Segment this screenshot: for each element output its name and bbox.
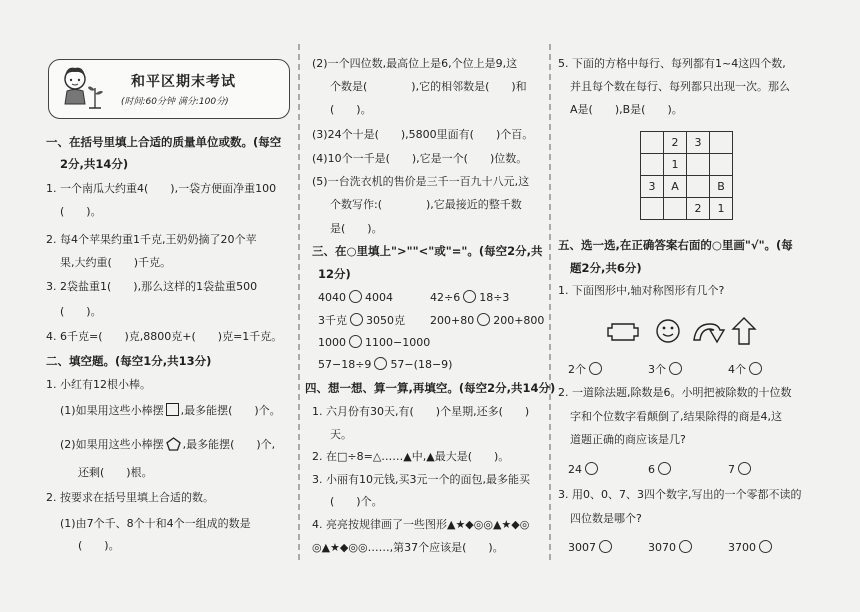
answer-circle[interactable] — [585, 462, 598, 475]
s5-q2-option-3 — [728, 462, 754, 477]
s5-q2-option-1 — [568, 462, 601, 477]
option-label: 3700 — [728, 541, 756, 554]
answer-circle[interactable] — [463, 290, 476, 303]
compare-3 — [318, 313, 405, 328]
m-question-2-cont: 个数是( ),它的相邻数是( )和 — [330, 80, 527, 93]
grid-cell: 3 — [687, 132, 710, 154]
smiley-face-icon — [655, 318, 681, 344]
s4-question-1: 1. 六月份有30天,有( )个星期,还多( ) — [312, 405, 530, 418]
s5-q2-option-2 — [648, 462, 674, 477]
s2-q1-1-prefix: (1)如果用这些小棒摆 — [60, 404, 164, 417]
section1-title: 一、在括号里填上合适的质量单位或数。(每空 — [46, 135, 282, 149]
m-question-3: (3)24个十是( ),5800里面有( )个百。 — [312, 128, 534, 141]
compare-6-right: 57−(18−9) — [390, 358, 453, 371]
s2-question-1-2 — [60, 437, 275, 452]
grid-cell — [687, 154, 710, 176]
compare-2-right: 18÷3 — [479, 291, 510, 304]
column-divider-left — [298, 44, 300, 560]
grid-row — [641, 176, 733, 198]
m-question-5: (5)一台洗衣机的售价是三千一百九十八元,这 — [312, 175, 530, 188]
s2-question-1-1 — [60, 403, 281, 418]
exam-header — [48, 59, 290, 119]
s5-q3-option-3 — [728, 540, 775, 555]
exam-subtitle: (时间:60分钟 满分:100分) — [121, 97, 229, 107]
compare-6-left: 57−18÷9 — [318, 358, 372, 371]
m-question-2: (2)一个四位数,最高位上是6,个位上是9,这 — [312, 57, 518, 70]
s2-question-2-1: (1)由7个千、8个十和4个一组成的数是 — [60, 517, 251, 530]
section2-title: 二、填空题。(每空1分,共13分) — [46, 354, 212, 368]
s2-question-1-2-cont: 还剩( )根。 — [78, 466, 153, 479]
s5-question-1: 1. 下面图形中,轴对称图形有几个? — [558, 284, 725, 297]
s2-q1-2-suffix: ,最多能摆( )个, — [182, 438, 276, 451]
s2-q1-2-prefix: (2)如果用这些小棒摆 — [60, 438, 164, 451]
compare-3-right: 3050克 — [366, 314, 405, 327]
answer-circle[interactable] — [679, 540, 692, 553]
s4-question-2: 2. 在□÷8=△……▲中,▲最大是( )。 — [312, 450, 510, 463]
s2-question-2-1-cont: ( )。 — [78, 539, 120, 552]
compare-5 — [318, 335, 430, 350]
section3-title-cont: 12分) — [318, 267, 351, 281]
grid-cell — [641, 154, 664, 176]
section5-title: 五、选一选,在正确答案右面的○里画"√"。(每 — [558, 238, 793, 252]
grid-cell: 3 — [641, 176, 664, 198]
s1-question-4: 4. 6千克=( )克,8800克+( )克=1千克。 — [46, 330, 283, 343]
s1-question-3: 3. 2袋盐重1( ),那么这样的1袋盐重500 — [46, 280, 258, 293]
section1-title-cont: 2分,共14分) — [60, 157, 129, 171]
grid-cell: A — [664, 176, 687, 198]
r-question-5-cont2: A是( ),B是( )。 — [570, 103, 683, 116]
curved-arrow-icon — [690, 318, 726, 346]
option-label: 3070 — [648, 541, 676, 554]
s4-question-3-cont: ( )个。 — [330, 495, 383, 508]
s2-question-2: 2. 按要求在括号里填上合适的数。 — [46, 491, 214, 504]
student-illustration-icon — [55, 64, 107, 114]
grid-cell — [641, 132, 664, 154]
answer-circle[interactable] — [477, 313, 490, 326]
s5-q3-option-1 — [568, 540, 615, 555]
answer-circle[interactable] — [350, 313, 363, 326]
s5-question-2: 2. 一道除法题,除数是6。小明把被除数的十位数 — [558, 386, 792, 399]
s1-question-1-cont: ( )。 — [60, 205, 102, 218]
answer-circle[interactable] — [759, 540, 772, 553]
s1-question-3-cont: ( )。 — [60, 305, 102, 318]
answer-circle[interactable] — [349, 290, 362, 303]
compare-1-left: 4040 — [318, 291, 346, 304]
section5-title-cont: 题2分,共6分) — [570, 261, 642, 275]
compare-6 — [318, 357, 452, 372]
option-label: 3个 — [648, 363, 666, 376]
option-label: 6 — [648, 463, 655, 476]
grid-cell: 1 — [710, 198, 733, 220]
square-icon — [166, 403, 179, 416]
s5-question-2-cont2: 道题正确的商应该是几? — [570, 433, 686, 446]
exam-title: 和平区期末考试 — [131, 74, 236, 90]
answer-circle[interactable] — [589, 362, 602, 375]
grid-row — [641, 154, 733, 176]
compare-1 — [318, 290, 393, 305]
option-label: 3007 — [568, 541, 596, 554]
s4-question-4-cont: ◎▲★◆◎◎……,第37个应该是( )。 — [312, 541, 504, 554]
s4-question-3: 3. 小丽有10元钱,买3元一个的面包,最多能买 — [312, 473, 530, 486]
s1-question-2-cont: 果,大约重( )千克。 — [60, 256, 172, 269]
compare-4-right: 200+800 — [493, 314, 545, 327]
option-label: 4个 — [728, 363, 746, 376]
answer-circle[interactable] — [658, 462, 671, 475]
up-arrow-icon — [731, 316, 757, 346]
grid-cell — [710, 132, 733, 154]
pentagon-icon — [166, 437, 181, 451]
s4-question-1-cont: 天。 — [330, 428, 352, 441]
column-divider-right — [549, 44, 551, 560]
s2-q1-1-suffix: ,最多能摆( )个。 — [180, 404, 281, 417]
bracket-shape-icon — [606, 320, 640, 344]
answer-circle[interactable] — [738, 462, 751, 475]
m-question-4: (4)10个一千是( ),它是一个( )位数。 — [312, 152, 528, 165]
compare-4-left: 200+80 — [430, 314, 475, 327]
compare-1-right: 4004 — [365, 291, 393, 304]
compare-4 — [430, 313, 544, 328]
m-question-2-cont2: ( )。 — [330, 103, 372, 116]
grid-row — [641, 198, 733, 220]
compare-3-left: 3千克 — [318, 314, 347, 327]
grid-cell — [710, 154, 733, 176]
compare-5-right: 1100−1000 — [365, 336, 431, 349]
compare-2 — [430, 290, 509, 305]
answer-circle[interactable] — [749, 362, 762, 375]
answer-circle[interactable] — [374, 357, 387, 370]
section4-title: 四、想一想、算一算,再填空。(每空2分,共14分) — [305, 381, 556, 395]
answer-circle[interactable] — [669, 362, 682, 375]
grid-cell: 2 — [687, 198, 710, 220]
option-label: 7 — [728, 463, 735, 476]
s5-q1-options — [568, 362, 605, 377]
compare-5-left: 1000 — [318, 336, 346, 349]
s1-question-2: 2. 每4个苹果约重1千克,王奶奶摘了20个苹 — [46, 233, 257, 246]
option-label: 2个 — [568, 363, 586, 376]
grid-cell — [664, 198, 687, 220]
s5-question-2-cont: 字和个位数字看颠倒了,结果除得的商是4,这 — [570, 410, 782, 423]
grid-cell — [641, 198, 664, 220]
s5-q3-option-2 — [648, 540, 695, 555]
grid-cell: B — [710, 176, 733, 198]
r-question-5-cont: 并且每个数在每行、每列都只出现一次。那么 — [570, 80, 790, 93]
m-question-5-cont: 个数写作:( ),它最接近的整千数 — [330, 198, 522, 211]
s1-question-1: 1. 一个南瓜大约重4( ),一袋方便面净重100 — [46, 182, 277, 195]
s5-question-3: 3. 用0、0、7、3四个数字,写出的一个零都不读的 — [558, 488, 802, 501]
option-label: 24 — [568, 463, 582, 476]
grid-row — [641, 132, 733, 154]
m-question-5-cont2: 是( )。 — [330, 222, 383, 235]
section3-title: 三、在○里填上">""<"或"="。(每空2分,共 — [312, 244, 543, 258]
answer-circle[interactable] — [599, 540, 612, 553]
s2-question-1: 1. 小红有12根小棒。 — [46, 378, 151, 391]
s5-q1-option-2 — [648, 362, 685, 377]
s5-question-3-cont: 四位数是哪个? — [570, 512, 642, 525]
grid-cell: 2 — [664, 132, 687, 154]
sudoku-grid — [640, 131, 733, 220]
grid-cell: 1 — [664, 154, 687, 176]
s5-q1-option-3 — [728, 362, 765, 377]
s4-question-4: 4. 亮亮按规律画了一些图形▲★◆◎◎▲★◆◎ — [312, 518, 530, 531]
compare-2-left: 42÷6 — [430, 291, 461, 304]
grid-cell — [687, 176, 710, 198]
r-question-5: 5. 下面的方格中每行、每列都有1~4这四个数, — [558, 57, 786, 70]
answer-circle[interactable] — [349, 335, 362, 348]
